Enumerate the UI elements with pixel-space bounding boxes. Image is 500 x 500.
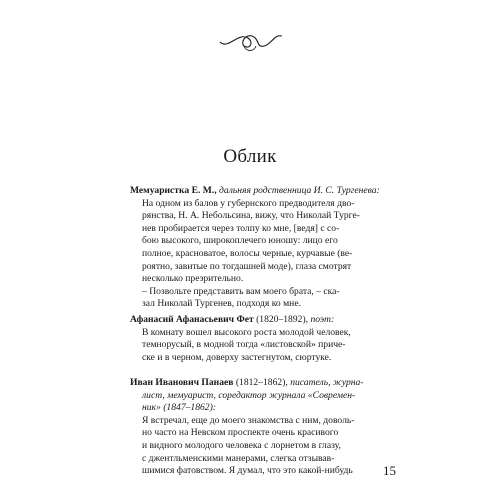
page-number: 15 bbox=[383, 463, 396, 478]
author-dates: (1820–1892), bbox=[253, 314, 309, 325]
author-dates: (1812–1862), bbox=[233, 377, 288, 388]
author-description: поэт: bbox=[308, 314, 335, 325]
author-description-line: ник» (1847–1862): bbox=[142, 402, 216, 414]
entry-fet bbox=[130, 314, 370, 364]
text-line: рянства, Н. А. Небольсина, вижу, что Николай Турге- bbox=[142, 210, 360, 222]
text-line: роятно, завитые по тогдашней моде), глаза смотрят bbox=[142, 260, 352, 272]
entry-header bbox=[130, 377, 370, 390]
author-name: Мемуаристка Е. М., bbox=[130, 185, 217, 196]
author-description: дальняя родственница И. С. Тургенева: bbox=[216, 185, 380, 196]
text-line: с джентльменскими манерами, слегка отзывав- bbox=[142, 452, 335, 464]
text-line: полное, красноватое, волосы черные, курчавые (ве- bbox=[142, 247, 353, 259]
entry-memoirist bbox=[130, 185, 380, 311]
text-line: В комнату вошел высокого роста молодой человек, bbox=[142, 326, 351, 338]
section-title: Облик bbox=[223, 146, 277, 167]
entry-header bbox=[130, 314, 370, 327]
text-line: нев пробирается через толпу ко мне, [ведя] с со- bbox=[142, 222, 340, 234]
text-line: На одном из балов у губернского предводителя дво- bbox=[142, 197, 355, 209]
text-line: зал Николай Тургенев, подходя ко мне. bbox=[142, 298, 301, 310]
author-description: писатель, журна- bbox=[290, 377, 364, 388]
text-line: Я встречал, еще до моего знакомства с ним, доволь- bbox=[142, 414, 355, 426]
text-line: – Позвольте представить вам моего брата, – ска- bbox=[142, 285, 340, 297]
text-line: но часто на Невском проспекте очень красивого bbox=[142, 427, 339, 439]
author-name: Афанасий Афанасьевич Фет bbox=[130, 314, 254, 325]
author-name: Иван Иванович Панаев bbox=[130, 377, 234, 388]
entry-header bbox=[130, 185, 380, 198]
text-line: и видного молодого человека с лорнетом в глазу, bbox=[142, 439, 341, 451]
text-line: несколько презрительно. bbox=[142, 273, 244, 285]
text-line: темнорусый, в модной тогда «листовской» приче- bbox=[142, 339, 346, 351]
author-description-line: лист, мемуарист, соредактор журнала «Современ- bbox=[142, 389, 356, 401]
text-line: бою высокого, широкоплечего юношу: лицо его bbox=[142, 235, 338, 247]
flourish-ornament-icon bbox=[216, 24, 286, 54]
text-line: ске и в черном, доверху застегнутом, сюртуке. bbox=[142, 351, 332, 363]
entry-panaev bbox=[130, 377, 370, 478]
text-line: шимися фатовством. Я думал, что это какой-нибудь bbox=[142, 465, 353, 477]
